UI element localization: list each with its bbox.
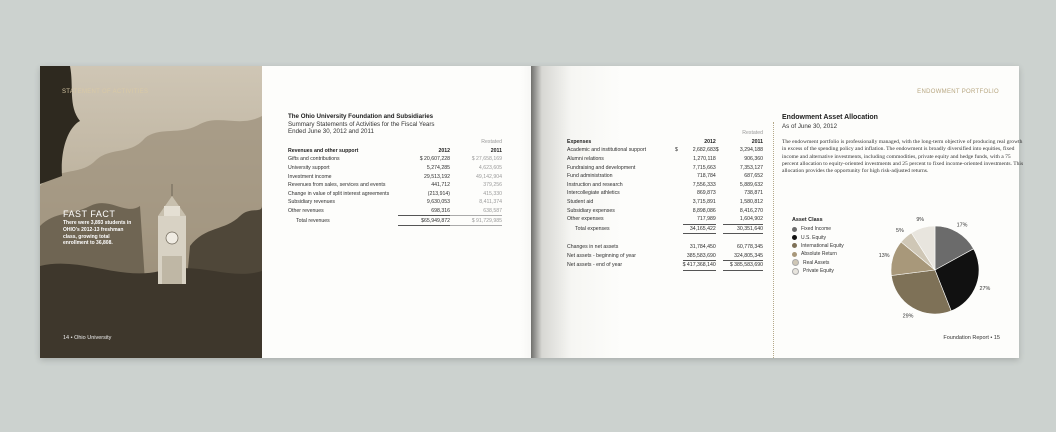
table-row: Investment income 29,513,192 49,142,904 xyxy=(288,173,502,180)
table-row: Intercollegiate athletics 869,873 738,871 xyxy=(567,190,763,197)
year-prior: 2011 xyxy=(751,138,763,145)
expenses-table xyxy=(567,129,763,271)
year-current: 2012 xyxy=(704,138,716,145)
column-divider xyxy=(773,122,774,358)
legend-swatch xyxy=(792,243,797,248)
section-label: STATEMENT OF ACTIVITIES xyxy=(62,89,149,95)
table-row: Subsidiary expenses 8,898,086 8,416,270 xyxy=(567,207,763,214)
expenses-header: Expenses xyxy=(567,138,592,145)
page-folio: Foundation Report • 15 xyxy=(943,335,1000,341)
table-row: Fund administration 718,784 687,652 xyxy=(567,173,763,180)
fast-fact-text: There were 3,893 students in OHIO's 2012-13 freshman class, growing total enrollment to 36,808. xyxy=(63,220,132,247)
allocation-body-text: The endowment portfolio is professionally managed, with the long-term objective of producing real growth in excess of the spending policy and inflation. The endowment is broadly diversified into equities, fixed income and alternative investments, including commodities, private equity and hedge funds, with a 75 percent allocation to equity-oriented investments and 25 percent to fixed income-oriented investments. This allocation provides the opportunity for high risk-adjusted returns. xyxy=(782,139,1024,175)
legend-swatch xyxy=(792,252,797,257)
chart-legend xyxy=(792,217,844,275)
revenues-table xyxy=(288,138,502,226)
legend-item xyxy=(792,267,844,275)
revenues-header: Revenues and other support xyxy=(288,147,359,154)
statement-period: Ended June 30, 2012 and 2011 xyxy=(288,128,374,136)
allocation-title: Endowment Asset Allocation xyxy=(782,114,878,121)
table-row: Other revenues 698,316 638,587 xyxy=(288,208,502,215)
pie-data-label: 5% xyxy=(896,228,904,235)
table-row: Instruction and research 7,556,333 5,889,632 xyxy=(567,181,763,188)
legend-label: Private Equity xyxy=(803,268,834,275)
allocation-date: As of June 30, 2012 xyxy=(782,123,838,130)
table-row: Gifts and contributions $ 20,607,228 $ 27,658,169 xyxy=(288,156,502,163)
table-row: Revenues from sales, services and events 441,712 379,256 xyxy=(288,182,502,189)
statement-title: The Ohio University Foundation and Subsidiaries xyxy=(288,113,434,120)
table-row: Change in value of split interest agreements (213,914) 415,330 xyxy=(288,190,502,197)
table-row: Academic and institutional support $ 2,682,683 $ 3,294,188 xyxy=(567,147,763,154)
pie-data-label: 17% xyxy=(956,222,968,229)
table-row: Subsidiary revenues 9,630,053 8,411,374 xyxy=(288,199,502,206)
restated-label: Restated xyxy=(742,130,763,137)
legend-swatch xyxy=(792,227,797,232)
legend-item xyxy=(792,233,844,241)
legend-item xyxy=(792,259,844,267)
legend-item xyxy=(792,242,844,250)
year-prior: 2011 xyxy=(490,147,502,154)
table-row: University support 5,274,285 4,623,605 xyxy=(288,165,502,172)
table-row: Net assets - end of year $ 417,368,140 $ 385,583,690 xyxy=(567,262,763,269)
legend-label: Real Assets xyxy=(803,259,830,266)
legend-item xyxy=(792,250,844,258)
page-folio: 14 • Ohio University xyxy=(63,335,112,341)
pie-data-label: 9% xyxy=(916,217,925,224)
legend-swatch xyxy=(792,235,797,240)
statement-subtitle: Summary Statements of Activities for the Fiscal Years xyxy=(288,120,435,128)
pie-data-label: 29% xyxy=(902,313,914,320)
legend-label: Fixed Income xyxy=(801,226,832,233)
revenue-rows xyxy=(288,155,502,225)
restated-label: Restated xyxy=(481,139,502,146)
section-label: ENDOWMENT PORTFOLIO xyxy=(917,89,999,95)
legend-label: Absolute Return xyxy=(801,251,837,258)
pie-data-label: 27% xyxy=(979,285,991,292)
pie-data-label: 13% xyxy=(878,253,890,260)
table-row: Student aid 3,715,891 1,580,812 xyxy=(567,199,763,206)
spacer-row xyxy=(567,234,763,243)
statement-heading xyxy=(288,113,435,136)
table-row: Alumni relations 1,270,118 906,360 xyxy=(567,156,763,163)
expense-rows xyxy=(567,146,763,270)
table-row: Net assets - beginning of year 385,583,690 324,805,345 xyxy=(567,252,763,259)
fast-fact-title: FAST FACT xyxy=(63,209,116,219)
total-row: Total revenues $65,949,872 $ 91,729,985 xyxy=(296,217,502,224)
total-row: Total expenses 34,165,422 30,351,640 xyxy=(575,225,763,232)
report-spread xyxy=(40,66,1024,358)
legend-label: U.S. Equity xyxy=(801,234,827,241)
legend-swatch xyxy=(792,268,799,275)
table-row: Changes in net assets 31,784,450 60,778,345 xyxy=(567,244,763,251)
legend-swatch xyxy=(792,259,799,266)
legend-title: Asset Class xyxy=(792,217,823,223)
table-row: Other expenses 717,989 1,604,902 xyxy=(567,216,763,223)
asset-allocation-pie-chart xyxy=(865,200,1005,340)
legend-label: International Equity xyxy=(801,242,844,249)
legend-item xyxy=(792,225,844,233)
table-row: Fundraising and development 7,715,663 7,353,127 xyxy=(567,164,763,171)
year-current: 2012 xyxy=(438,147,450,154)
